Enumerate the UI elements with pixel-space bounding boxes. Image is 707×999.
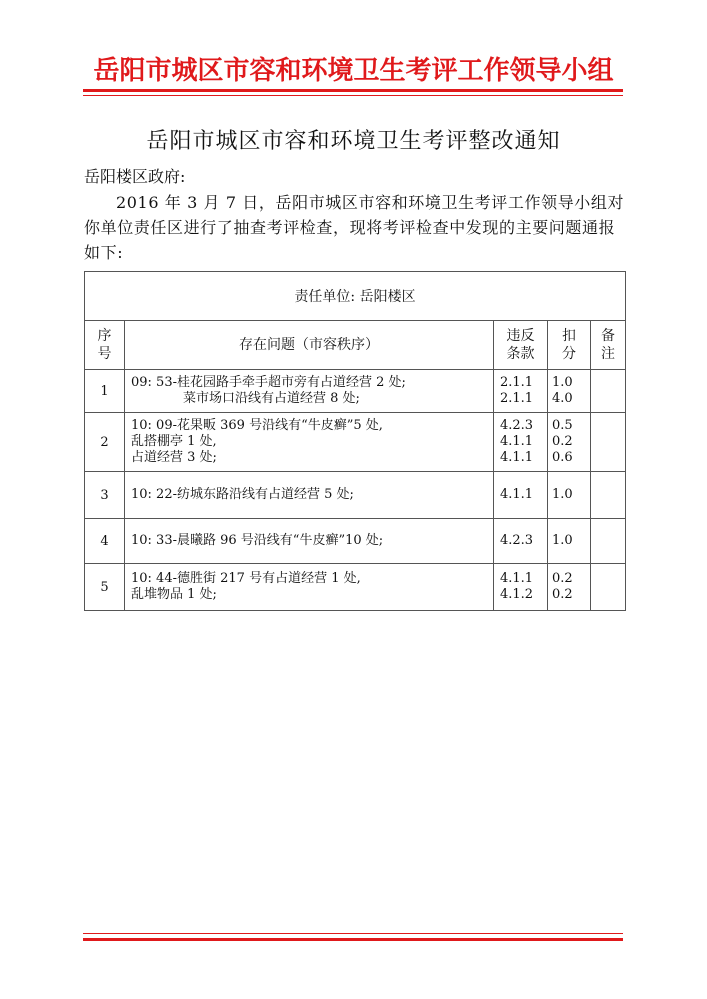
row-issues [125, 564, 494, 611]
deduct-line: 1.0 [552, 375, 573, 390]
issue-line: 10: 22-纺城东路沿线有占道经营 5 处; [131, 487, 354, 502]
clause-line: 4.1.2 [500, 587, 534, 602]
footer-rule-thick [83, 938, 623, 941]
row-remark [591, 370, 626, 413]
table-row [85, 564, 626, 611]
header-issue: 存在问题（市容秩序） [125, 321, 494, 370]
issue-line: 菜市场口沿线有占道经营 8 处; [183, 391, 360, 406]
responsible-unit: 责任单位: 岳阳楼区 [85, 272, 626, 321]
deduct-line: 1.0 [552, 533, 573, 548]
clause-line: 4.2.3 [500, 418, 534, 433]
deduct-line: 0.2 [552, 587, 573, 602]
inspection-table [84, 271, 626, 611]
row-seq: 3 [85, 472, 125, 519]
row-remark [591, 564, 626, 611]
issue-line: 乱堆物品 1 处; [131, 587, 217, 602]
row-seq: 2 [85, 413, 125, 472]
clause-line: 4.1.1 [500, 487, 534, 502]
notice-title: 岳阳市城区市容和环境卫生考评整改通知 [146, 129, 561, 154]
responsible-unit-row [85, 272, 626, 321]
clause-line: 4.2.3 [500, 533, 534, 548]
table-row [85, 519, 626, 564]
row-seq: 4 [85, 519, 125, 564]
table-row [85, 472, 626, 519]
row-issues [125, 413, 494, 472]
row-clauses [494, 413, 548, 472]
header-deduct: 扣分 [548, 321, 591, 370]
clause-line: 4.1.1 [500, 571, 534, 586]
clause-line: 4.1.1 [500, 450, 534, 465]
row-issues [125, 472, 494, 519]
row-remark [591, 413, 626, 472]
header-rule-thick [83, 89, 623, 92]
organization-header: 岳阳市城区市容和环境卫生考评工作领导小组 [93, 56, 614, 86]
clause-line: 2.1.1 [500, 391, 534, 406]
row-deducts [548, 472, 591, 519]
deduct-line: 0.5 [552, 418, 573, 433]
issue-line: 10: 33-晨曦路 96 号沿线有“牛皮癣”10 处; [131, 533, 384, 548]
row-clauses [494, 519, 548, 564]
row-deducts [548, 413, 591, 472]
row-seq: 1 [85, 370, 125, 413]
row-remark [591, 519, 626, 564]
header-clause: 违反条款 [494, 321, 548, 370]
row-deducts [548, 519, 591, 564]
row-clauses [494, 564, 548, 611]
table-header-row [85, 321, 626, 370]
header-remark: 备注 [591, 321, 626, 370]
row-issues [125, 370, 494, 413]
row-clauses [494, 472, 548, 519]
header-rule-thin [83, 95, 623, 96]
row-deducts [548, 564, 591, 611]
deduct-line: 0.6 [552, 450, 573, 465]
row-remark [591, 472, 626, 519]
deduct-line: 1.0 [552, 487, 573, 502]
notice-body: 2016 年 3 月 7 日，岳阳市城区市容和环境卫生考评工作领导小组对你单位责任区进行了抽查考评检查，现将考评检查中发现的主要问题通报如下: [84, 193, 625, 262]
deduct-line: 0.2 [552, 434, 573, 449]
issue-line: 10: 09-花果畈 369 号沿线有“牛皮癣”5 处, [131, 418, 383, 433]
table-row [85, 413, 626, 472]
issue-line: 10: 44-德胜街 217 号有占道经营 1 处, [131, 571, 361, 586]
recipient: 岳阳楼区政府: [84, 167, 186, 186]
deduct-line: 0.2 [552, 571, 573, 586]
table-row [85, 370, 626, 413]
row-issues [125, 519, 494, 564]
clause-line: 2.1.1 [500, 375, 534, 390]
footer-rule-thin [83, 933, 623, 934]
row-clauses [494, 370, 548, 413]
deduct-line: 4.0 [552, 391, 573, 406]
issue-line: 乱搭棚亭 1 处, [131, 434, 217, 449]
issue-line: 占道经营 3 处; [131, 450, 217, 465]
header-seq: 序号 [85, 321, 125, 370]
issue-line: 09: 53-桂花园路手牵手超市旁有占道经营 2 处; [131, 375, 406, 390]
row-seq: 5 [85, 564, 125, 611]
clause-line: 4.1.1 [500, 434, 534, 449]
row-deducts [548, 370, 591, 413]
